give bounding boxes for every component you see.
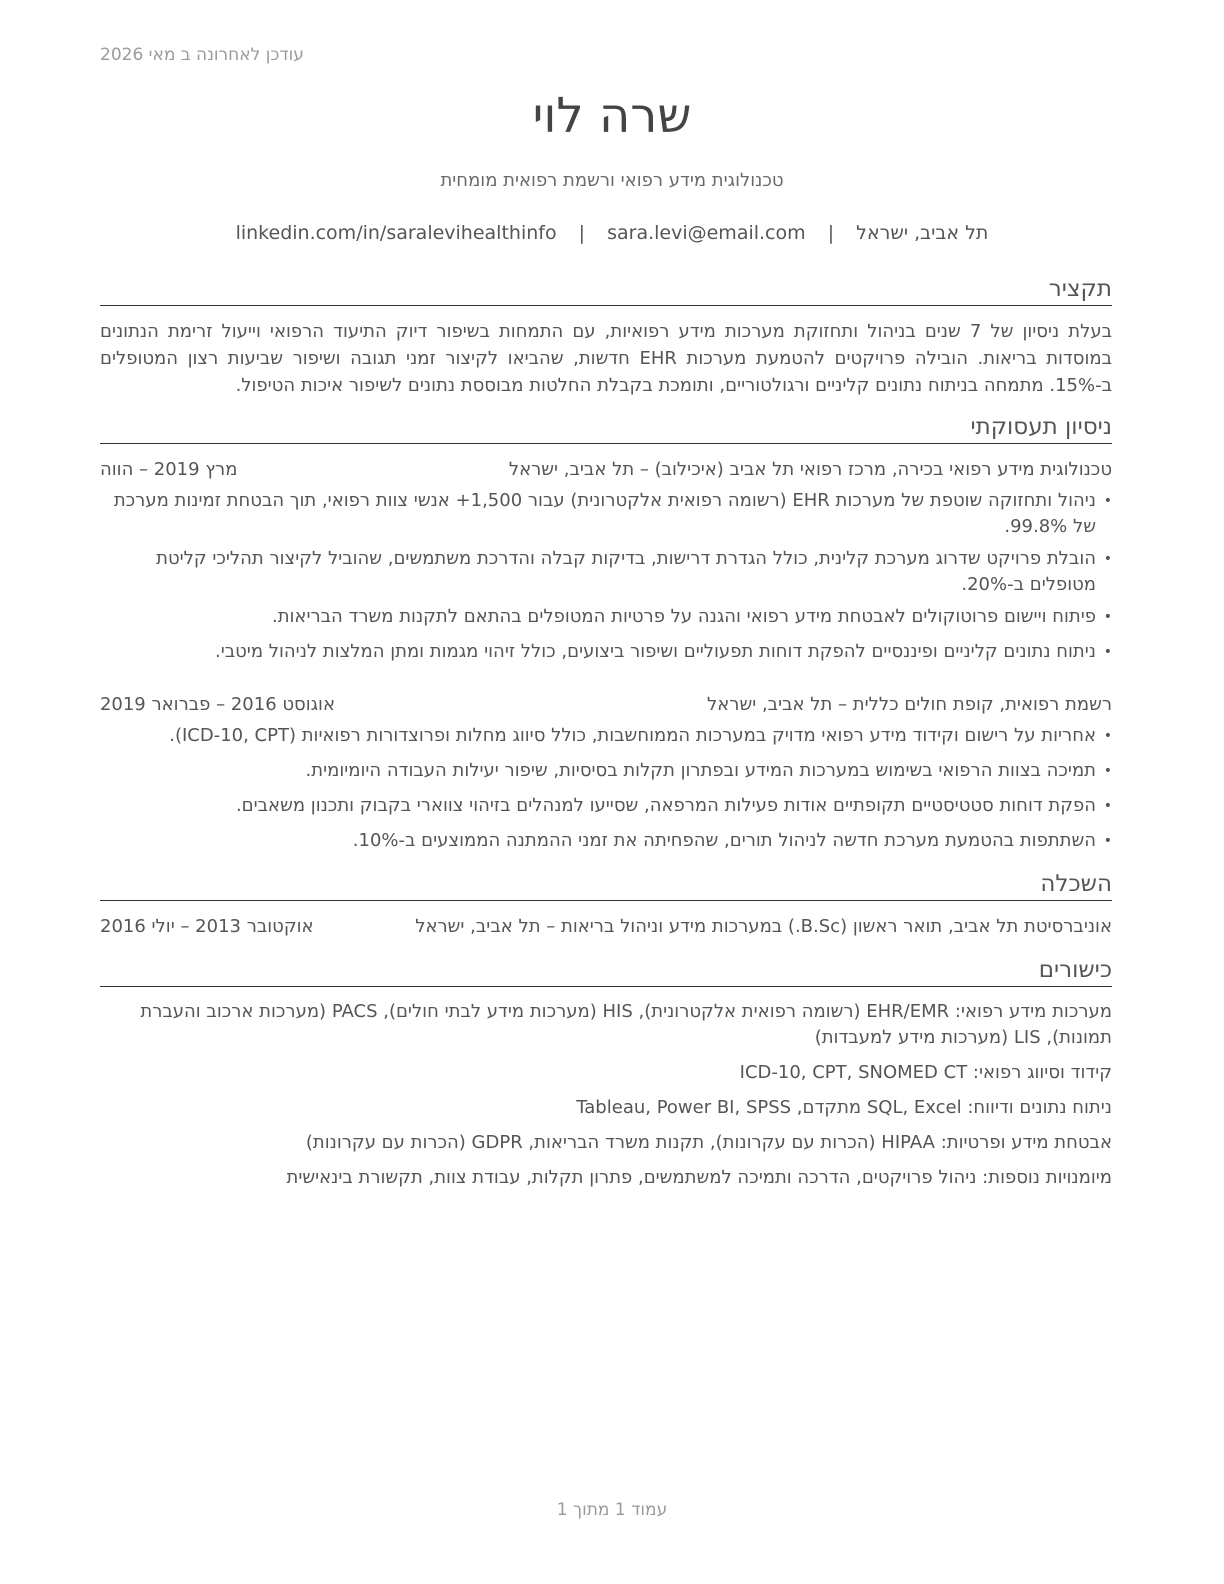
job-entry <box>100 456 1112 665</box>
skill-item: מיומנויות נוספות: ניהול פרויקטים, הדרכה ותמיכה למשתמשים, פתרון תקלות, עבודת צוות, תקשורת בינאישית <box>286 1167 1112 1188</box>
bullet-item: • אחריות על רישום וקידוד מידע רפואי מדויק במערכות הממוחשבות, כולל סיווג מחלות ופרוצדורות רפואיות (ICD-10, CPT). <box>100 723 1112 749</box>
job-entry <box>100 691 1112 854</box>
job-dates: מרץ 2019 – הווה <box>100 459 238 480</box>
skill-item: אבטחת מידע ופרטיות: HIPAA (הכרות עם עקרונות), תקנות משרד הבריאות, GDPR (הכרות עם עקרונות) <box>305 1132 1112 1153</box>
skill-item: ניתוח נתונים ודיווח: SQL, Excel מתקדם, Tableau, Power BI, SPSS <box>576 1097 1112 1118</box>
summary-section <box>100 274 1112 399</box>
bullet-item: • תמיכה בצוות הרפואי בשימוש במערכות המידע ובפתרון תקלות בסיסיות, שיפור יעילות העבודה היומיומית. <box>100 758 1112 784</box>
job-title: טכנולוגית מידע רפואי בכירה, מרכז רפואי תל אביב (איכילוב) – תל אביב, ישראל <box>508 459 1112 480</box>
skills-section <box>100 955 1112 1191</box>
skill-item: קידוד וסיווג רפואי: ICD-10, CPT, SNOMED CT <box>739 1062 1112 1083</box>
last-updated-note: עודכן לאחרונה ב מאי 2026 <box>100 45 304 65</box>
skills-list <box>100 999 1112 1191</box>
contact-separator: | <box>578 222 586 244</box>
education-dates: אוקטובר 2013 – יולי 2016 <box>100 916 314 937</box>
job-dates: אוגוסט 2016 – פברואר 2019 <box>99 694 335 715</box>
candidate-name: שרה לוי <box>532 88 692 144</box>
contact-email[interactable]: sara.levi@email.com <box>607 222 806 244</box>
job-header <box>100 456 1112 484</box>
experience-section <box>100 412 1112 854</box>
job-header <box>100 691 1112 719</box>
bullet-item: • פיתוח ויישום פרוטוקולים לאבטחת מידע רפואי והגנה על פרטיות המטופלים בהתאם לתקנות משרד הבריאות. <box>100 604 1112 630</box>
job-bullets <box>100 488 1112 665</box>
bullet-item: • השתתפות בהטמעת מערכת חדשה לניהול תורים, שהפחיתה את זמני ההמתנה הממוצעים ב-10%. <box>100 828 1112 854</box>
bullet-item: • ניהול ותחזוקה שוטפת של מערכות EHR (רשומה רפואית אלקטרונית) עבור 1,500+ אנשי צוות רפואי, תוך הבטחת זמינות מערכת של 99.8%. <box>100 488 1112 540</box>
contact-location: תל אביב, ישראל <box>856 222 989 244</box>
education-title-line: אוניברסיטת תל אביב, תואר ראשון (B.Sc.) במערכות מידע וניהול בריאות – תל אביב, ישראל <box>415 916 1112 937</box>
page-number: עמוד 1 מתוך 1 <box>556 1500 668 1520</box>
candidate-headline: טכנולוגית מידע רפואי ורשמת רפואית מומחית <box>440 170 784 191</box>
bullet-item: • ניתוח נתונים קליניים ופיננסיים להפקת דוחות תפעוליים ושיפור ביצועים, כולל זיהוי מגמות ומתן המלצות לניהול מיטבי. <box>100 639 1112 665</box>
summary-text: בעלת ניסיון של 7 שנים בניהול ותחזוקת מערכות מידע רפואיות, עם התמחות בשיפור דיוק התיעוד הרפואי וייעול זרימת הנתונים במוסדות בריאות. הובילה פרויקטים להטמעת מערכות EHR חדשות, שהביאו לקיצור זמני תגובה ושיפור שביעות רצון המטופלים ב-15%. מתמחה בניתוח נתונים קליניים ורגולטוריים, ותומכת בקבלת החלטות מבוססת נתונים לשיפור איכות הטיפול. <box>100 321 1112 396</box>
education-title: השכלה <box>100 869 1112 901</box>
contact-separator: | <box>827 222 835 244</box>
experience-title: ניסיון תעסוקתי <box>100 412 1112 444</box>
contact-linkedin[interactable]: linkedin.com/in/saralevihealthinfo <box>235 222 557 244</box>
summary-title: תקציר <box>100 274 1112 306</box>
education-entry <box>100 913 1112 941</box>
skill-item: מערכות מידע רפואי: EHR/EMR (רשומה רפואית אלקטרונית), HIS (מערכות מידע לבתי חולים), PACS (מערכות ארכוב והעברת תמונות), LIS (מערכות מידע למעבדות) <box>140 1001 1112 1048</box>
skills-title: כישורים <box>100 955 1112 987</box>
job-bullets <box>100 723 1112 854</box>
bullet-item: • הפקת דוחות סטטיסטיים תקופתיים אודות פעילות המרפאה, שסייעו למנהלים בזיהוי צווארי בקבוק ותכנון משאבים. <box>100 793 1112 819</box>
job-title: רשמת רפואית, קופת חולים כללית – תל אביב, ישראל <box>707 694 1112 715</box>
education-section <box>100 869 1112 941</box>
contact-line <box>0 222 1224 244</box>
bullet-item: • הובלת פרויקט שדרוג מערכת קלינית, כולל הגדרת דרישות, בדיקות קבלה והדרכת משתמשים, שהוביל לקיצור תהליכי קליטת מטופלים ב-20%. <box>100 546 1112 598</box>
